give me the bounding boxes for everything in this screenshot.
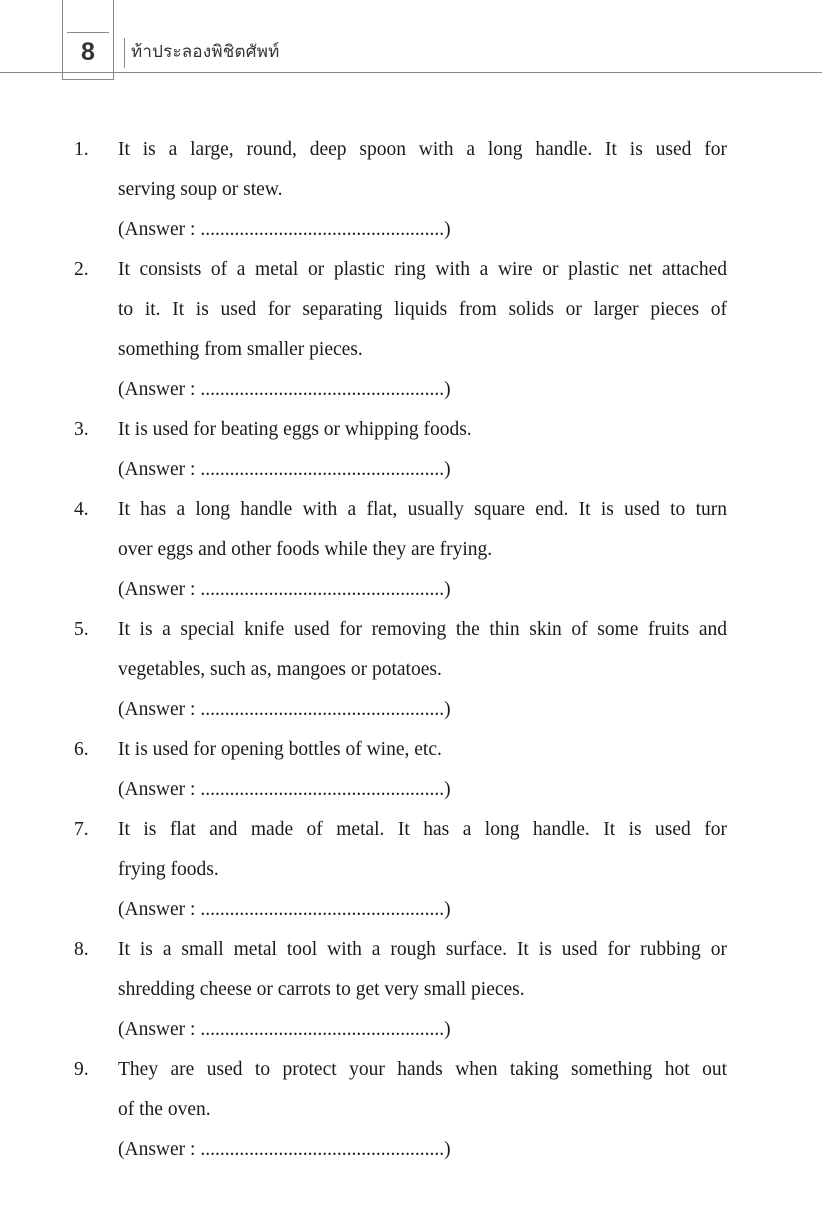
question-text-line: It is used for opening bottles of wine, etc. <box>118 739 442 760</box>
running-title: ท้าประลองพิชิตศัพท์ <box>131 42 280 62</box>
question-text-line: shredding cheese or carrots to get very small pieces. <box>118 979 525 1000</box>
question-text-line: It is a large, round, deep spoon with a long handle. It is used for <box>118 139 727 160</box>
answer-blank[interactable]: (Answer : ..................................................) <box>118 699 451 720</box>
question-text-line: It is flat and made of metal. It has a long handle. It is used for <box>118 819 727 840</box>
question-text-line: It has a long handle with a flat, usually square end. It is used to turn <box>118 499 727 520</box>
question-text-line: It is used for beating eggs or whipping foods. <box>118 419 472 440</box>
answer-blank[interactable]: (Answer : ..................................................) <box>118 579 451 600</box>
question-number: 4. <box>74 499 89 520</box>
question-text-line: It is a special knife used for removing the thin skin of some fruits and <box>118 619 727 640</box>
question-number: 5. <box>74 619 89 640</box>
answer-blank[interactable]: (Answer : ..................................................) <box>118 899 451 920</box>
question-text-line: to it. It is used for separating liquids from solids or larger pieces of <box>118 299 727 320</box>
question-text-line: They are used to protect your hands when taking something hot out <box>118 1059 727 1080</box>
page-number: 8 <box>81 38 95 66</box>
answer-blank[interactable]: (Answer : ..................................................) <box>118 459 451 480</box>
question-number: 8. <box>74 939 89 960</box>
question-text-line: vegetables, such as, mangoes or potatoes. <box>118 659 442 680</box>
answer-blank[interactable]: (Answer : ..................................................) <box>118 1019 451 1040</box>
question-number: 1. <box>74 139 89 160</box>
question-number: 2. <box>74 259 89 280</box>
question-number: 3. <box>74 419 89 440</box>
question-text-line: over eggs and other foods while they are frying. <box>118 539 493 560</box>
question-text-line: something from smaller pieces. <box>118 339 363 360</box>
question-text-line: of the oven. <box>118 1099 211 1120</box>
question-text-line: It is a small metal tool with a rough surface. It is used for rubbing or <box>118 939 727 960</box>
question-number: 9. <box>74 1059 89 1080</box>
question-number: 7. <box>74 819 89 840</box>
question-text-line: It consists of a metal or plastic ring with a wire or plastic net attached <box>118 259 727 280</box>
answer-blank[interactable]: (Answer : ..................................................) <box>118 1139 451 1160</box>
answer-blank[interactable]: (Answer : ..................................................) <box>118 779 451 800</box>
question-text-line: serving soup or stew. <box>118 179 283 200</box>
question-number: 6. <box>74 739 89 760</box>
header-rule <box>0 72 822 73</box>
header-divider <box>124 38 125 68</box>
question-text-line: frying foods. <box>118 859 219 880</box>
answer-blank[interactable]: (Answer : ..................................................) <box>118 219 451 240</box>
answer-blank[interactable]: (Answer : ..................................................) <box>118 379 451 400</box>
